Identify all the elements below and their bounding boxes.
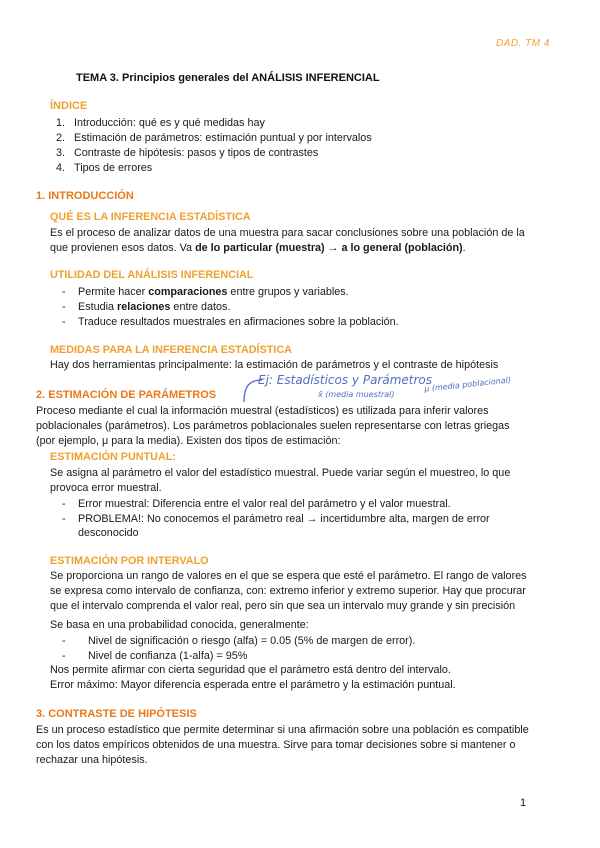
bullet-item	[62, 512, 490, 527]
page-title: TEMA 3. Principios generales del ANÁLISIS INFERENCIAL	[76, 72, 380, 84]
bullet-item	[62, 497, 451, 512]
paragraph-line: Error máximo: Mayor diferencia esperada entre el parámetro y la estimación puntual.	[50, 679, 456, 691]
paragraph-line: rechazar una hipótesis.	[36, 754, 148, 766]
paragraph-line: (por ejemplo, μ para la media). Existen dos tipos de estimación:	[36, 435, 341, 447]
paragraph-line: Proceso mediante el cual la información muestral (estadísticos) es utilizada para inferir valores	[36, 405, 489, 417]
index-item	[56, 131, 372, 146]
text-span: entre datos.	[170, 301, 231, 313]
bullet-text	[78, 285, 349, 300]
section-2-heading: 2. ESTIMACIÓN DE PARÁMETROS	[36, 389, 217, 401]
section-1-sub-3: MEDIDAS PARA LA INFERENCIA ESTADÍSTICA	[50, 344, 292, 356]
paragraph-line: poblacionales (parámetros). Los parámetros poblacionales suelen representarse con letras griegas	[36, 420, 510, 432]
bullet-item	[62, 634, 416, 649]
index-item	[56, 161, 153, 176]
bullet-item	[62, 649, 248, 664]
bullet-dash: -	[62, 301, 66, 313]
bullet-text: PROBLEMA!: No conocemos el parámetro real → incertidumbre alta, margen de error	[78, 513, 490, 525]
paragraph-line: Es el proceso de analizar datos de una muestra para sacar conclusiones sobre una población de la	[50, 227, 525, 239]
bullet-item	[62, 285, 349, 300]
annotation-mu-note: μ (media poblacional)	[423, 375, 512, 394]
index-number: 3.	[56, 147, 66, 159]
section-1-sub-2: UTILIDAD DEL ANÁLISIS INFERENCIAL	[50, 269, 254, 281]
section-1-sub-1: QUÉ ES LA INFERENCIA ESTADÍSTICA	[50, 211, 251, 223]
bullet-dash: -	[62, 498, 66, 510]
index-text: Estimación de parámetros: estimación puntual y por intervalos	[74, 132, 372, 144]
section-2-sub-2: ESTIMACIÓN POR INTERVALO	[50, 555, 209, 567]
header-tag: DAD. TM 4	[496, 38, 550, 49]
paragraph-line: Es un proceso estadístico que permite determinar si una afirmación sobre una población es compatible	[36, 724, 529, 736]
paragraph-line: Se proporciona un rango de valores en el que se espera que esté el parámetro. El rango de valores	[50, 570, 527, 582]
paragraph-line: se expresa como intervalo de confianza, con: extremo inferior y extremo superior. Hay que procurar	[50, 585, 526, 597]
index-item	[56, 146, 319, 161]
text-span: entre grupos y variables.	[227, 286, 349, 298]
bullet-item	[62, 300, 231, 315]
section-3-heading: 3. CONTRASTE DE HIPÓTESIS	[36, 708, 197, 720]
page-number: 1	[520, 797, 527, 809]
bold-span: comparaciones	[148, 286, 228, 298]
annotation-main: Ej: Estadísticos y Parámetros	[258, 373, 433, 387]
paragraph-line: provoca error muestral.	[50, 482, 162, 494]
bold-span: de lo particular (muestra) → a lo general (población)	[195, 242, 463, 254]
text-span: que provienen esos datos. Va	[50, 242, 196, 254]
section-2-sub-1: ESTIMACIÓN PUNTUAL:	[50, 451, 176, 463]
bullet-dash: -	[62, 513, 66, 525]
index-number: 2.	[56, 132, 66, 144]
paragraph-line: Se asigna al parámetro el valor del estadístico muestral. Puede variar según el muestreo, lo que	[50, 467, 511, 479]
bullet-text	[78, 300, 230, 315]
bullet-dash: -	[62, 635, 66, 647]
text-span: .	[462, 242, 466, 254]
paragraph-line	[50, 242, 466, 254]
bullet-text: Nivel de significación o riesgo (alfa) = 0.05 (5% de margen de error).	[88, 635, 416, 647]
paragraph-line: que el intervalo comprenda el valor real, pero sin que sea un intervalo muy grande y sin precisión	[50, 600, 516, 612]
paragraph-line: Nos permite afirmar con cierta seguridad que el parámetro está dentro del intervalo.	[50, 664, 451, 676]
index-number: 1.	[56, 117, 66, 129]
bullet-dash: -	[62, 316, 66, 328]
bold-span: relaciones	[117, 301, 171, 313]
bullet-dash: -	[62, 286, 66, 298]
bullet-dash: -	[62, 650, 66, 662]
paragraph-line: Se basa en una probabilidad conocida, generalmente:	[50, 619, 309, 631]
bullet-continuation: desconocido	[78, 527, 139, 539]
section-1-heading: 1. INTRODUCCIÓN	[36, 190, 134, 202]
index-heading: ÍNDICE	[50, 100, 88, 112]
bullet-text: Traduce resultados muestrales en afirmaciones sobre la población.	[78, 316, 399, 328]
index-number: 4.	[56, 162, 66, 174]
index-text: Contraste de hipótesis: pasos y tipos de contrastes	[74, 147, 319, 159]
paragraph-line: con los datos empíricos obtenidos de una muestra. Sirve para tomar decisiones sobre si mantener o	[36, 739, 516, 751]
index-text: Tipos de errores	[74, 162, 153, 174]
text-span: Estudia	[78, 301, 118, 313]
index-item	[56, 116, 265, 131]
bullet-item	[62, 315, 399, 330]
bullet-text: Nivel de confianza (1-alfa) = 95%	[88, 650, 248, 662]
paragraph-line: Hay dos herramientas principalmente: la estimación de parámetros y el contraste de hipótesis	[50, 359, 499, 371]
bullet-text: Error muestral: Diferencia entre el valor real del parámetro y el valor muestral.	[78, 498, 451, 510]
annotation-x-note: x̄ (media muestral)	[318, 390, 395, 399]
index-text: Introducción: qué es y qué medidas hay	[74, 117, 265, 129]
text-span: Permite hacer	[78, 286, 149, 298]
